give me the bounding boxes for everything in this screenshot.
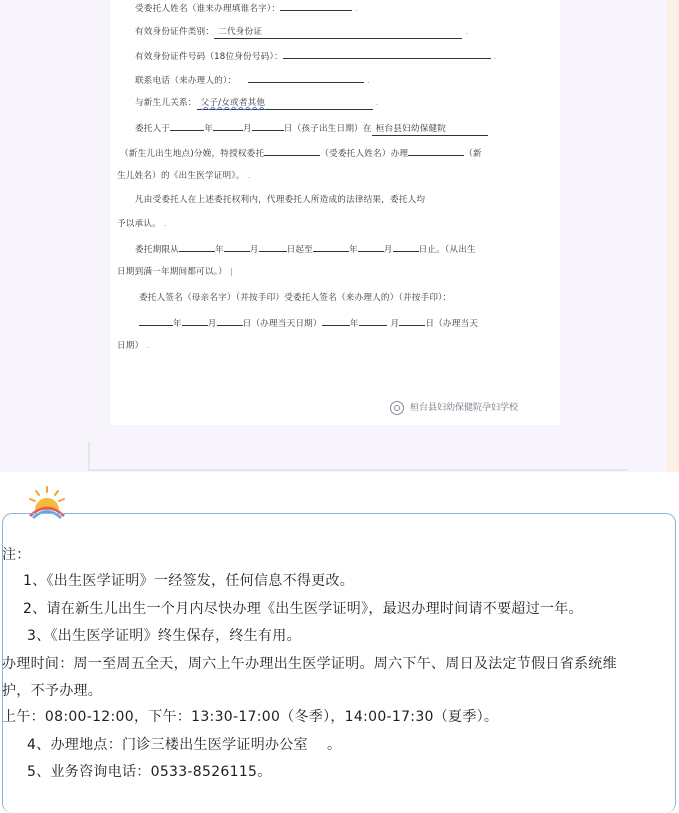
form-value: 父子/女或者其他 bbox=[197, 97, 373, 110]
office-hours: 办理时间：周一至周五全天，周六上午办理出生医学证明。周六下午、周日及法定节假日省系统维 bbox=[2, 656, 617, 672]
note-item: 1、《出生医学证明》一经签发，任何信息不得更改。 bbox=[23, 573, 355, 589]
note-item: 2、请在新生儿出生一个月内尽快办理《出生医学证明》，最迟办理时间请不要超过一年。 bbox=[23, 601, 583, 617]
form-line: 生儿姓名）的《出生医学证明》。 . bbox=[117, 171, 251, 181]
form-label: 有效身份证件类别： bbox=[135, 27, 215, 37]
form-label: 有效身份证件号码（18位身份号码）： bbox=[135, 52, 283, 62]
form-line: 委托人签名（母亲名字）（并按手印）受委托人签名（来办理人的）（并按手印）： bbox=[139, 293, 452, 303]
divider bbox=[88, 469, 628, 471]
wechat-icon bbox=[390, 401, 404, 415]
form-value: 二代身份证 bbox=[214, 26, 462, 39]
form-label: 与新生儿关系： bbox=[135, 98, 197, 108]
form-line: 委托期限从 年 月 日起至 年 月 日止。（从出生 bbox=[135, 242, 476, 256]
form-line: 日期到满一年期间都可以。） | bbox=[117, 267, 233, 277]
office-hours-cont: 护，不予办理。 bbox=[2, 683, 103, 699]
form-line: 委托人于 年 月 日（孩子出生日期）在 桓台县妇幼保健院 bbox=[135, 121, 488, 136]
form-line: 受委托人姓名（谁来办理填谁名字）： . bbox=[135, 1, 358, 15]
note-item: 4、办理地点：门诊三楼出生医学证明办公室 。 bbox=[27, 737, 342, 753]
form-line: 凡由受委托人在上述委托权利内，代理委托人所造成的法律结果，委托人均 bbox=[135, 195, 426, 205]
form-line: 与新生儿关系： 父子/女或者其他 . bbox=[135, 98, 379, 108]
office-hours-times: 上午：08:00-12:00，下午：13:30-17:00（冬季），14:00-17:30（夏季）。 bbox=[2, 709, 499, 725]
form-line: 有效身份证件类别： 二代身份证 . bbox=[135, 27, 468, 37]
scanned-form bbox=[110, 0, 560, 425]
form-label: 联系电话（来办理人的）： bbox=[135, 76, 237, 86]
form-line: （新生儿出生地点)分娩，特授权委托 （受委托人姓名）办理 （新 bbox=[120, 146, 482, 160]
form-label: 受委托人姓名（谁来办理填谁名字）： bbox=[135, 4, 281, 14]
form-line: 联系电话（来办理人的）： . bbox=[135, 73, 370, 87]
form-line: 日期） . bbox=[117, 341, 150, 351]
note-item: 3、《出生医学证明》终生保存，终生有用。 bbox=[27, 628, 301, 644]
watermark bbox=[390, 400, 518, 415]
watermark-text: 桓台县妇幼保健院孕妇学校 bbox=[410, 403, 519, 413]
form-line: 年 月 日（办理当天日期） 年 月 日（办理当天 bbox=[139, 316, 478, 330]
form-line: 有效身份证件号码（18位身份号码）： . bbox=[135, 49, 497, 63]
form-line: 予以承认。 . bbox=[117, 219, 167, 229]
divider bbox=[88, 442, 90, 470]
note-item-phone: 5、业务咨询电话：0533-8526115。 bbox=[27, 764, 272, 780]
notes-heading: 注： bbox=[2, 547, 31, 563]
hospital-name: 桓台县妇幼保健院 bbox=[372, 123, 488, 136]
